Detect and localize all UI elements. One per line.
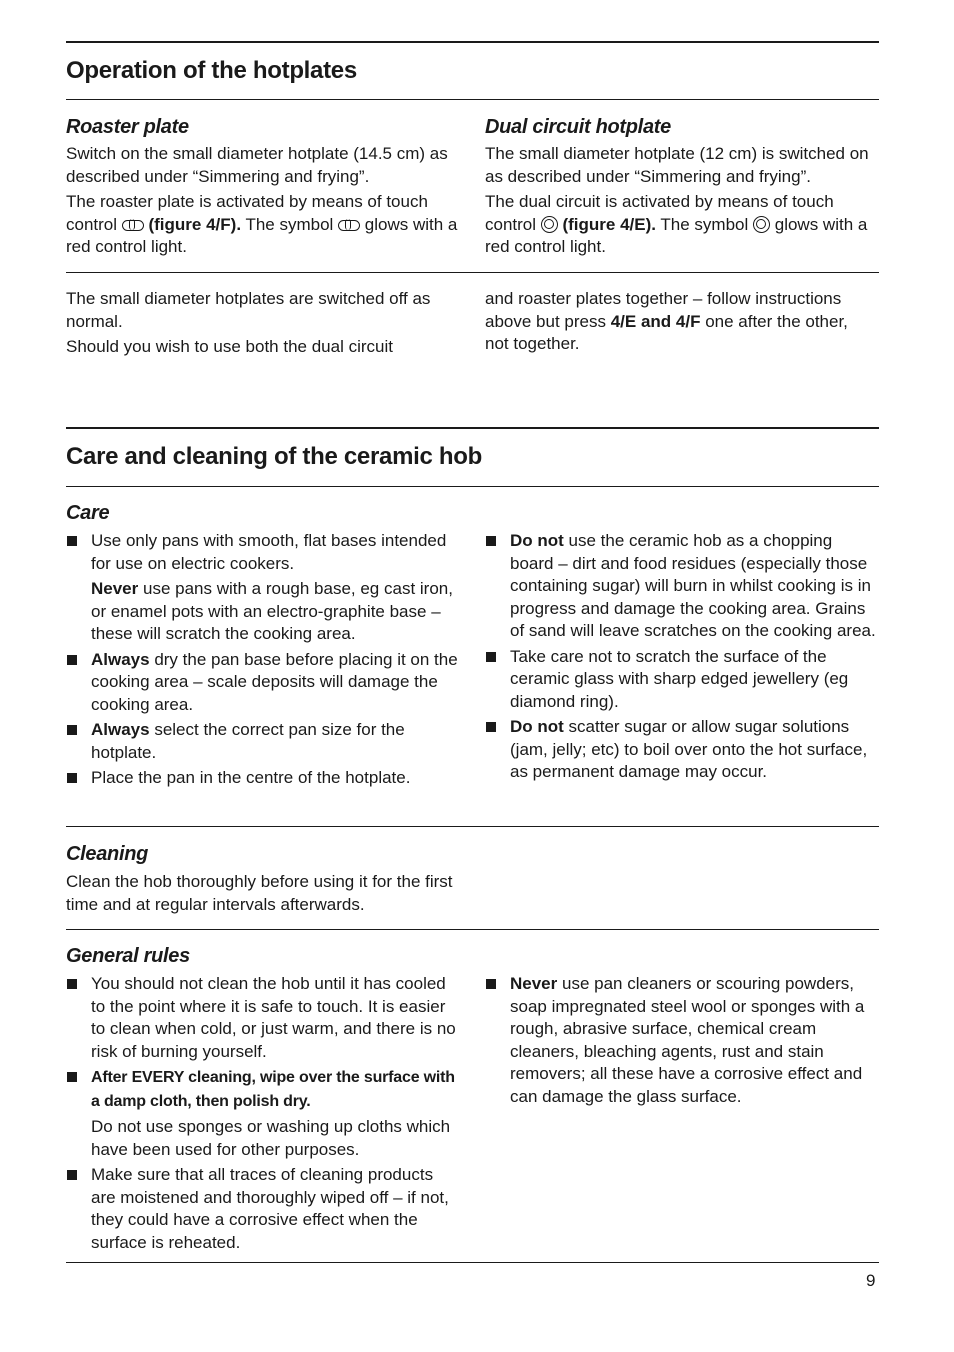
dual-circuit-symbol-icon [541,216,558,233]
title-underline [66,99,879,100]
general-g4-text: use pan cleaners or scouring powders, soap impregnated steel wool or sponges with a rough, abrasive surface, chemical cream cleaners, bleaching agents, rust and stain removers; all these have a corrosive effect and can damage the glass surface. [510,974,865,1106]
dual-para-2-b: The symbol [656,214,754,234]
care-bottom-rule [66,826,879,827]
care-right-list [485,530,880,787]
roaster-para-2 [66,191,461,259]
dual-para-2-a: The dual circuit is activated by means of touch control [485,192,834,234]
care-b6-text: Take care not to scratch the surface of the ceramic glass with sharp edged jewellery (eg diamond ring). [510,646,849,711]
dual-circuit-symbol-icon [753,216,770,233]
top-rule [66,41,879,43]
care-b1-a: Use only pans with smooth, flat bases intended for use on electric cookers. [91,531,447,573]
care-b2-text: dry the pan base before placing it on the cooking area – scale deposits will damage the cooking area. [91,649,458,714]
care-b5-bold: Do not [510,531,564,550]
care-b4-text: Place the pan in the centre of the hotplate. [91,768,411,787]
care-b1-b [91,578,461,646]
general-g1: You should not clean the hob until it has cooled to the point where it is safe to touch. It is easier to clean when cold, or just warm, and there is no risk of burning yourself. [91,974,456,1061]
note-right [485,288,860,359]
heading-care: Care [66,502,110,524]
bullet-icon [67,536,77,546]
general-g3: Make sure that all traces of cleaning products are moistened and thoroughly wiped off – if not, they could have a corrosive effect when the surface is reheated. [91,1165,449,1252]
roaster-para-1: Switch on the small diameter hotplate (14.5 cm) as described under “Simmering and frying”. [66,144,448,186]
list-item [66,973,461,1063]
page-bottom-rule [66,1262,879,1263]
bullet-icon [67,725,77,735]
list-item [66,1066,461,1161]
care-left-list [66,530,461,793]
bullet-icon [67,773,77,783]
bullet-icon [67,979,77,989]
list-item [66,649,461,717]
general-right-list [485,973,880,1111]
dual-circuit-text [485,143,883,262]
bullet-icon [486,722,496,732]
care-b7-text: scatter sugar or allow sugar solutions (jam, jelly; etc) to boil over onto the hot surface, as permanent damage may occur. [510,717,868,781]
general-g2-bold: After EVERY cleaning, wipe over the surface with a damp cloth, then polish dry. [91,1069,455,1110]
note-right-c: one after the other, not together. [485,311,848,353]
section2-top-rule [66,427,879,429]
dual-figure-ref: (figure 4/E). [562,214,656,234]
general-g2-bold-wrap [91,1066,461,1113]
bullet-icon [67,655,77,665]
roaster-symbol-icon [338,220,360,231]
cleaning-para: Clean the hob thoroughly before using it for the first time and at regular intervals afterwards. [66,872,453,914]
bullet-icon [67,1072,77,1082]
note-right-and: and [636,311,676,331]
bullet-icon [67,1170,77,1180]
section2-title-underline [66,486,879,487]
note-left-para-2: Should you wish to use both the dual circuit [66,337,393,356]
cleaning-bottom-rule [66,929,879,930]
bullet-icon [486,652,496,662]
roaster-plate-text [66,143,461,262]
care-b2-bold: Always [91,649,150,669]
bullet-icon [486,536,496,546]
heading-cleaning: Cleaning [66,843,149,865]
note-left-para-1: The small diameter hotplates are switched off as normal. [66,289,431,331]
note-left [66,288,456,362]
roaster-para-2-b: The symbol [241,214,339,234]
section-title-care-cleaning: Care and cleaning of the ceramic hob [66,443,482,470]
general-g4-bold: Never [510,974,558,993]
heading-dual-circuit: Dual circuit hotplate [485,116,671,138]
heading-roaster-plate: Roaster plate [66,116,189,138]
dual-para-2 [485,191,883,259]
general-g2-text: Do not use sponges or washing up cloths which have been used for other purposes. [91,1117,451,1159]
dual-para-2-c: glows with a red control light. [485,214,868,256]
page-number: 9 [866,1271,876,1290]
list-item [485,716,880,784]
roaster-symbol-icon [122,220,144,231]
section-title-operation: Operation of the hotplates [66,57,357,84]
dual-para-1: The small diameter hotplate (12 cm) is switched on as described under “Simmering and frying”. [485,144,869,186]
list-item [485,530,880,643]
care-b5-text: use the ceramic hob as a chopping board – dirt and food residues (especially those containing sugar) will burn in whilst cooking is in progress and damage the cooking area. Grains of sand will leave scratches on the cooking area. [510,531,876,640]
heading-general-rules: General rules [66,945,190,967]
bullet-icon [486,979,496,989]
care-b1-never: Never [91,579,139,598]
note-right-a: and roaster plates together – follow instructions above but press [485,289,842,331]
note-right-para [485,288,860,356]
care-b1-b-text: use pans with a rough base, eg cast iron, or enamel pots with an electro-graphite base – these will scratch the cooking area. [91,579,453,643]
care-b3-bold: Always [91,720,150,739]
list-item [66,530,461,646]
list-item [66,719,461,764]
list-item [66,1164,461,1254]
list-item [485,646,880,714]
note-right-ref-f: 4/F [675,311,701,331]
care-b3-text: select the correct pan size for the hotplate. [91,720,405,762]
care-b7-bold: Do not [510,717,564,736]
roaster-figure-ref: (figure 4/F). [148,214,242,234]
list-item [485,973,880,1108]
divider-rule [66,272,879,273]
list-item [66,767,461,790]
note-right-ref-e: 4/E [610,311,637,331]
roaster-para-2-c: glows with a red control light. [66,214,458,256]
roaster-para-2-a: The roaster plate is activated by means of touch control [66,192,428,234]
general-left-list [66,973,461,1257]
cleaning-text [66,871,466,919]
